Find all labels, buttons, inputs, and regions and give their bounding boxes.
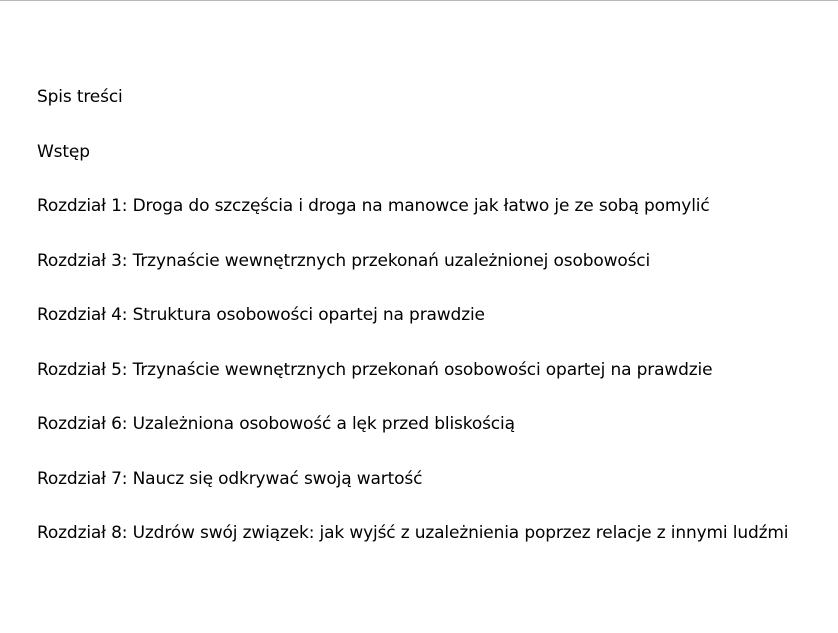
toc-item-chapter-5: Rozdział 5: Trzynaście wewnętrznych przekonań osobowości opartej na prawdzie [37,359,713,380]
toc-item-chapter-1: Rozdział 1: Droga do szczęścia i droga na manowce jak łatwo je ze sobą pomylić [37,196,710,216]
toc-item-chapter-8: Rozdział 8: Uzdrów swój związek: jak wyjść z uzależnienia poprzez relacje z innymi ludźmi [37,523,789,543]
toc-item-chapter-4: Rozdział 4: Struktura osobowości opartej na prawdzie [37,305,485,325]
toc-item-chapter-3: Rozdział 3: Trzynaście wewnętrznych przekonań uzależnionej osobowości [37,250,651,271]
top-border [0,0,838,1]
toc-item-chapter-7: Rozdział 7: Naucz się odkrywać swoją wartość [37,468,423,489]
toc-item-chapter-6: Rozdział 6: Uzależniona osobowość a lęk przed bliskością [37,414,515,434]
toc-heading: Spis treści [37,87,123,107]
document-body [37,86,827,577]
toc-item-introduction: Wstęp [37,141,90,162]
